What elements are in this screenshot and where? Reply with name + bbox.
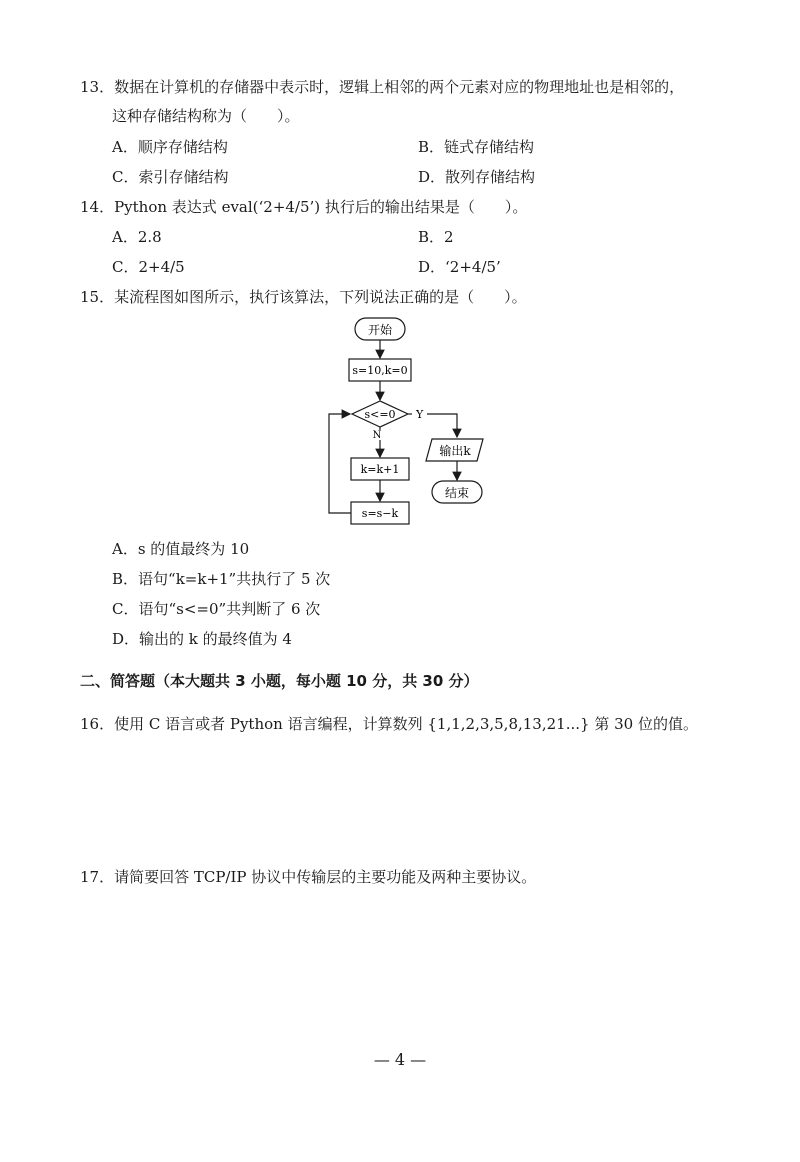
q14-stem: 14．Python 表达式 eval(‘2+4/5’) 执行后的输出结果是（ ）。 xyxy=(80,198,528,216)
flowchart-no-label: N xyxy=(372,430,382,441)
flowchart-condition-label: s<=0 xyxy=(364,408,396,421)
flowchart-yes-label: Y xyxy=(416,408,424,421)
flowchart-end-label: 结束 xyxy=(444,486,470,500)
q14-option-d: D．‘2+4/5’ xyxy=(418,258,501,276)
q15-option-a: A．s 的值最终为 10 xyxy=(112,540,250,558)
flowchart-init-label: s=10,k=0 xyxy=(352,364,408,377)
flowchart xyxy=(320,312,500,534)
page-number: — 4 — xyxy=(373,1050,427,1069)
q16-stem: 16．使用 C 语言或者 Python 语言编程，计算数列 {1,1,2,3,5,8,13,21...} 第 30 位的值。 xyxy=(80,715,698,733)
q14-option-c: C．2+4/5 xyxy=(112,258,185,276)
q15-option-d: D．输出的 k 的最终值为 4 xyxy=(112,630,292,648)
q13-option-c: C．索引存储结构 xyxy=(112,168,229,186)
q13-option-b: B．链式存储结构 xyxy=(418,138,535,156)
q13-stem-line2: 这种存储结构称为（ ）。 xyxy=(112,107,300,125)
section-heading-short-answer: 二、简答题（本大题共 3 小题，每小题 10 分，共 30 分） xyxy=(80,672,479,690)
q13-option-a: A．顺序存储结构 xyxy=(112,138,228,156)
q15-option-b: B．语句“k=k+1”共执行了 5 次 xyxy=(112,570,331,588)
q13-option-d: D．散列存储结构 xyxy=(418,168,536,186)
q14-option-b: B．2 xyxy=(418,228,454,246)
flowchart-start-label: 开始 xyxy=(367,323,393,337)
q17-stem: 17．请简要回答 TCP/IP 协议中传输层的主要功能及两种主要协议。 xyxy=(80,868,537,886)
q14-option-a: A．2.8 xyxy=(112,228,162,246)
q15-stem: 15．某流程图如图所示，执行该算法，下列说法正确的是（ ）。 xyxy=(80,288,527,306)
flowchart-step2-label: s=s−k xyxy=(361,507,399,520)
flowchart-step1-label: k=k+1 xyxy=(360,463,400,476)
q15-option-c: C．语句“s<=0”共判断了 6 次 xyxy=(112,600,321,618)
q13-stem-line1: 13．数据在计算机的存储器中表示时，逻辑上相邻的两个元素对应的物理地址也是相邻的， xyxy=(80,78,685,96)
flowchart-output-label: 输出k xyxy=(439,444,471,458)
